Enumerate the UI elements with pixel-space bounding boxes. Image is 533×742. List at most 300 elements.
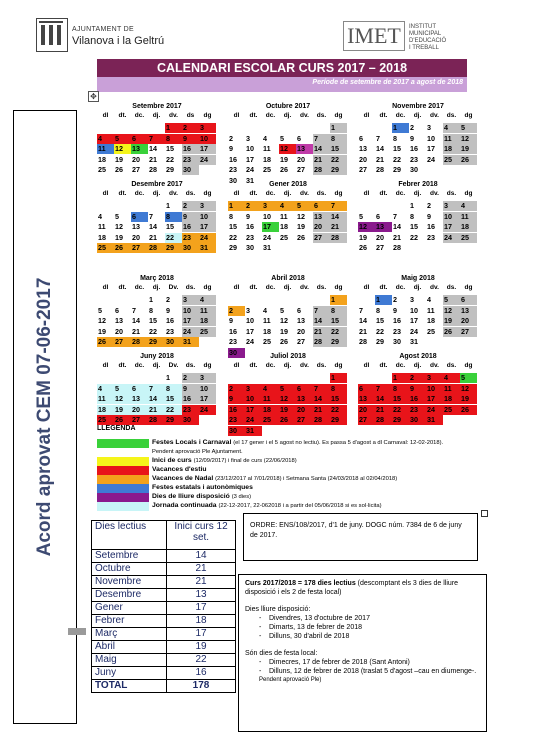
day-cell: 19 — [359, 232, 367, 242]
day-cell: 10 — [443, 212, 460, 222]
weekday-label: dt. — [379, 112, 388, 119]
day-cell: 5 — [98, 305, 102, 315]
day-cell: 16 — [246, 222, 254, 232]
day-cell: 1 — [375, 295, 392, 305]
day-cell: 26 — [114, 243, 131, 253]
day-cell: 23 — [229, 165, 237, 175]
day-cell: 23 — [246, 232, 254, 242]
day-cell: 2 — [245, 201, 262, 211]
day-cell: 28 — [148, 415, 165, 425]
day-cell: 25 — [199, 327, 216, 337]
list-item: - Dilluns, 30 d'abril de 2018 — [259, 633, 350, 640]
day-cell: 24 — [246, 165, 254, 175]
weekday-label: dg — [464, 112, 473, 119]
day-cell: 5 — [279, 384, 296, 394]
day-cell: 19 — [297, 222, 305, 232]
day-cell: 10 — [427, 133, 435, 143]
day-cell: 18 — [199, 316, 216, 326]
day-cell: 29 — [166, 165, 174, 175]
day-cell: 10 — [246, 316, 254, 326]
day-cell: 23 — [229, 337, 237, 347]
day-cell: 8 — [165, 134, 182, 144]
day-cell: 6 — [131, 212, 148, 222]
local-days-list — [245, 658, 480, 676]
table-row — [92, 589, 236, 602]
day-cell: 26 — [97, 337, 114, 347]
weekday-label: dl — [102, 190, 109, 197]
day-cell: 24 — [263, 232, 271, 242]
table-month: Desembre — [92, 589, 167, 602]
day-cell: 15 — [410, 222, 418, 232]
legend-item: Pendent aprovació Ple Ajuntament. — [152, 449, 243, 455]
table-row — [92, 576, 236, 589]
month-name: Setembre 2017 — [132, 103, 182, 110]
day-cell: 10 — [199, 384, 216, 394]
day-cell: 23 — [228, 415, 245, 425]
day-cell: 30 — [228, 348, 245, 358]
day-cell: 29 — [330, 165, 347, 175]
month-2 — [358, 102, 478, 175]
day-cell: 7 — [148, 384, 165, 394]
weekday-label: ds. — [446, 190, 457, 197]
day-cell: 17 — [199, 394, 216, 404]
day-cell: 16 — [410, 144, 418, 154]
day-cell: 21 — [313, 405, 330, 415]
weekday-label: dj. — [413, 284, 422, 291]
day-cell: 22 — [149, 326, 157, 336]
table-days: 18 — [167, 615, 236, 628]
table-row — [92, 550, 236, 563]
day-cell: 14 — [313, 316, 330, 326]
day-cell: 21 — [393, 232, 401, 242]
weekday-label: dg — [464, 362, 473, 369]
legend-swatch-orange — [97, 475, 149, 484]
day-cell: 12 — [297, 211, 305, 221]
day-cell: 1 — [166, 201, 170, 210]
weekday-label: dg — [203, 112, 212, 119]
day-cell: 19 — [460, 144, 477, 154]
day-cell: 26 — [460, 155, 477, 165]
weekday-label: dl — [233, 362, 240, 369]
city-council-emblem-icon — [36, 18, 68, 52]
day-cell: 9 — [229, 144, 233, 154]
day-cell: 5 — [359, 211, 363, 221]
day-cell: 15 — [166, 144, 174, 154]
day-cell: 28 — [330, 233, 347, 243]
day-cell: 6 — [115, 305, 119, 315]
day-cell: 7 — [375, 384, 392, 394]
day-cell: 29 — [393, 165, 401, 175]
day-cell: 19 — [115, 154, 123, 164]
month-name: Juny 2018 — [140, 353, 174, 360]
day-cell: 6 — [460, 295, 477, 305]
day-cell: 4 — [199, 295, 216, 305]
day-cell: 5 — [280, 133, 284, 143]
weekday-label: ds. — [446, 112, 457, 119]
day-cell: 13 — [132, 222, 140, 232]
table-row — [92, 628, 236, 641]
day-cell: 7 — [359, 305, 363, 315]
day-cell: 15 — [229, 222, 237, 232]
weekday-label: dv. — [300, 190, 309, 197]
weekday-label: ds. — [185, 284, 196, 291]
legend-item: Jornada continuada (22-12-2017, 22-062018 i a partir del 05/06/2018 si es sol·licita) — [152, 502, 382, 509]
day-cell: 23 — [166, 326, 174, 336]
weekday-label: dt. — [118, 284, 127, 291]
day-cell: 8 — [330, 306, 347, 316]
weekday-label: dv. — [169, 112, 178, 119]
day-cell: 15 — [149, 316, 157, 326]
day-cell: 27 — [313, 233, 330, 243]
day-cell: 19 — [115, 232, 123, 242]
day-cell: 28 — [375, 415, 392, 425]
day-cell: 29 — [330, 415, 347, 425]
weekday-header — [358, 362, 478, 372]
day-cell: 6 — [313, 201, 330, 211]
day-cell: 11 — [97, 394, 114, 404]
day-cell: 13 — [460, 306, 477, 316]
day-cell: 19 — [98, 326, 106, 336]
weekday-header — [228, 112, 348, 122]
weekday-label: dc. — [265, 362, 276, 369]
day-cell: 1 — [165, 123, 182, 133]
weekday-header — [228, 284, 348, 294]
day-cell: 17 — [426, 394, 443, 404]
day-cell: 30 — [165, 337, 182, 347]
day-cell: 9 — [409, 384, 426, 394]
day-cell: 20 — [115, 326, 123, 336]
day-cell: 10 — [246, 144, 254, 154]
day-cell: 11 — [427, 305, 435, 315]
day-cell: 21 — [132, 326, 140, 336]
day-cell: 14 — [330, 212, 347, 222]
day-cell: 25 — [280, 232, 288, 242]
weekday-label: dj. — [283, 190, 292, 197]
weekday-label: dv. — [430, 284, 439, 291]
day-cell: 27 — [359, 165, 367, 175]
day-cell: 22 — [330, 155, 347, 165]
day-cell: 10 — [245, 394, 262, 404]
weekday-label: ds. — [446, 284, 457, 291]
course-summary-rest: (descomptant els 3 dies de lliure disposició i els 2 de festa local) — [245, 580, 459, 596]
table-header-lective: Dies lectius — [92, 521, 167, 550]
weekday-label: dj. — [152, 112, 161, 119]
day-cell: 14 — [359, 316, 367, 326]
weekday-label: dt. — [118, 362, 127, 369]
day-cell: 13 — [296, 394, 313, 404]
day-cell: 21 — [313, 327, 330, 337]
day-cell: 9 — [182, 384, 199, 394]
day-cell: 25 — [443, 405, 460, 415]
day-cell: 20 — [359, 154, 367, 164]
weekday-label: dj. — [152, 362, 161, 369]
day-cell: 22 — [229, 232, 237, 242]
day-cell: 16 — [427, 222, 435, 232]
list-item: - Divendres, 13 d'octubre de 2017 — [259, 615, 370, 622]
weekday-label: dl — [363, 284, 370, 291]
day-cell: 13 — [313, 212, 330, 222]
day-cell: 14 — [375, 394, 392, 404]
day-cell: 9 — [410, 133, 414, 143]
day-cell: 29 — [392, 415, 409, 425]
day-cell: 10 — [199, 212, 216, 222]
day-cell: 2 — [393, 295, 397, 304]
month-name: Març 2018 — [140, 275, 174, 282]
day-cell: 10 — [182, 306, 199, 316]
day-cell: 5 — [115, 211, 119, 221]
weekday-label: dc. — [395, 284, 406, 291]
day-cell: 29 — [376, 337, 384, 347]
day-cell: 14 — [132, 316, 140, 326]
weekday-label: Dv. — [168, 362, 179, 369]
day-cell: 17 — [427, 144, 435, 154]
day-cell: 9 — [166, 305, 170, 315]
day-cell: 8 — [149, 305, 153, 315]
day-cell: 15 — [376, 316, 384, 326]
logo-line2: Vilanova i la Geltrú — [72, 35, 165, 47]
day-cell: 30 — [182, 415, 199, 425]
day-cell: 21 — [313, 155, 330, 165]
day-cell: 26 — [280, 165, 288, 175]
day-cell: 11 — [97, 144, 114, 154]
day-cell: 13 — [359, 144, 367, 154]
day-cell: 22 — [165, 405, 182, 415]
month-9 — [97, 352, 217, 425]
table-days: 19 — [167, 641, 236, 654]
day-cell: 8 — [229, 211, 233, 221]
day-cell: 1 — [392, 123, 409, 133]
day-cell: 8 — [165, 384, 182, 394]
table-month: Juny — [92, 667, 167, 680]
day-cell: 23 — [182, 233, 199, 243]
day-cell: 19 — [279, 405, 296, 415]
day-cell: 16 — [182, 222, 199, 232]
day-cell: 15 — [165, 394, 182, 404]
month-5 — [358, 180, 478, 253]
day-cell: 3 — [246, 305, 250, 315]
free-days-title: Dies lliure disposició: — [245, 606, 311, 613]
weekday-label: ds. — [185, 362, 196, 369]
day-cell: 26 — [114, 415, 131, 425]
table-days: 21 — [167, 576, 236, 589]
day-cell: 1 — [330, 123, 347, 133]
day-cell: 5 — [114, 384, 131, 394]
weekday-label: dc. — [134, 362, 145, 369]
table-days: 17 — [167, 628, 236, 641]
day-cell: 18 — [263, 154, 271, 164]
weekday-label: dc. — [134, 284, 145, 291]
weekday-label: dc. — [134, 112, 145, 119]
day-cell: 17 — [245, 405, 262, 415]
day-cell: 11 — [280, 211, 288, 221]
day-cell: 30 — [409, 415, 426, 425]
day-cell: 29 — [229, 243, 237, 253]
day-cell: 21 — [148, 405, 165, 415]
day-cell: 7 — [393, 211, 397, 221]
table-days: 21 — [167, 563, 236, 576]
local-days-title: Són dies de festa local: — [245, 650, 318, 657]
day-cell: 2 — [182, 373, 199, 383]
day-cell: 9 — [393, 305, 397, 315]
day-cell: 27 — [460, 327, 477, 337]
weekday-label: dl — [363, 362, 370, 369]
day-cell: 29 — [330, 337, 347, 347]
day-cell: 11 — [460, 212, 477, 222]
day-cell: 4 — [443, 373, 460, 383]
weekday-label: dj. — [152, 284, 161, 291]
day-cell: 24 — [182, 327, 199, 337]
day-cell: 20 — [132, 232, 140, 242]
day-cell: 12 — [114, 144, 131, 154]
weekday-label: ds. — [446, 362, 457, 369]
day-cell: 25 — [97, 415, 114, 425]
day-cell: 11 — [199, 306, 216, 316]
day-cell: 20 — [132, 154, 140, 164]
day-cell: 22 — [330, 327, 347, 337]
day-cell: 8 — [410, 211, 414, 221]
day-cell: 2 — [182, 123, 199, 133]
legend-item: Inici de curs (12/09/2017) i final de curs (22/06/2018) — [152, 457, 297, 464]
day-cell: 12 — [460, 384, 477, 394]
day-cell: 28 — [313, 337, 330, 347]
day-cell: 19 — [280, 154, 288, 164]
day-cell: 8 — [392, 384, 409, 394]
table-move-handle-icon[interactable]: ✥ — [88, 91, 99, 102]
table-row — [92, 602, 236, 615]
day-cell: 24 — [245, 415, 262, 425]
day-cell: 19 — [114, 405, 131, 415]
day-cell: 13 — [131, 394, 148, 404]
day-cell: 21 — [375, 405, 392, 415]
day-cell: 28 — [313, 415, 330, 425]
day-cell: 25 — [427, 326, 435, 336]
day-cell: 3 — [246, 133, 250, 143]
day-cell: 18 — [460, 222, 477, 232]
day-cell: 16 — [229, 154, 237, 164]
weekday-header — [97, 284, 217, 294]
day-cell: 9 — [182, 134, 199, 144]
day-cell: 3 — [182, 295, 199, 305]
legend-swatch-red — [97, 466, 149, 475]
day-cell: 19 — [443, 316, 460, 326]
day-cell: 22 — [330, 405, 347, 415]
day-cell: 14 — [393, 222, 401, 232]
calendar-subtitle: Període de setembre de 2017 a agost de 2018 — [312, 79, 463, 86]
day-cell: 25 — [263, 165, 271, 175]
day-cell: 15 — [330, 316, 347, 326]
calendar-title: CALENDARI ESCOLAR CURS 2017 – 2018 — [97, 59, 467, 77]
weekday-label: ds — [186, 112, 195, 119]
day-cell: 28 — [376, 165, 384, 175]
day-cell: 4 — [263, 305, 267, 315]
weekday-label: dg — [203, 190, 212, 197]
day-cell: 7 — [149, 211, 153, 221]
weekday-label: dj. — [283, 112, 292, 119]
weekday-label: dg — [464, 284, 473, 291]
approval-stamp-text: Acord aprovat CEM 07-06-2017 — [34, 277, 55, 557]
weekday-label: dt. — [379, 362, 388, 369]
day-cell: 3 — [427, 123, 431, 132]
table-days: 16 — [167, 667, 236, 680]
day-cell: 14 — [376, 144, 384, 154]
weekday-label: dc. — [395, 112, 406, 119]
month-name: Agost 2018 — [399, 353, 437, 360]
course-summary — [245, 579, 480, 597]
day-cell: 22 — [376, 326, 384, 336]
weekday-label: dj. — [413, 112, 422, 119]
day-cell: 1 — [330, 373, 347, 383]
day-cell: 31 — [426, 415, 443, 425]
day-cell: 12 — [98, 316, 106, 326]
day-cell: 13 — [131, 144, 148, 154]
day-cell: 11 — [263, 316, 271, 326]
weekday-label: dt. — [118, 112, 127, 119]
day-cell: 15 — [330, 394, 347, 404]
day-cell: 7 — [330, 201, 347, 211]
day-cell: 18 — [427, 316, 435, 326]
weekday-label: dv. — [300, 112, 309, 119]
day-cell: 26 — [115, 165, 123, 175]
day-cell: 21 — [376, 154, 384, 164]
day-cell: 22 — [393, 154, 401, 164]
day-cell: 5 — [443, 295, 460, 305]
day-cell: 2 — [228, 384, 245, 394]
month-name: Febrer 2018 — [398, 181, 438, 188]
day-cell: 7 — [313, 306, 330, 316]
day-cell: 6 — [376, 211, 380, 221]
day-cell: 24 — [410, 326, 418, 336]
legend-item: Dies de lliure disposició (3 dies) — [152, 493, 252, 500]
day-cell: 20 — [131, 405, 148, 415]
day-cell: 6 — [131, 134, 148, 144]
weekday-label: dl — [233, 190, 240, 197]
day-cell: 15 — [166, 222, 174, 232]
day-cell: 19 — [280, 326, 288, 336]
day-cell: 24 — [199, 155, 216, 165]
weekday-label: dj. — [283, 362, 292, 369]
legend-swatch-purple — [97, 493, 149, 502]
day-cell: 8 — [376, 305, 380, 315]
weekday-header — [358, 112, 478, 122]
day-cell: 22 — [392, 405, 409, 415]
month-name: Novembre 2017 — [392, 103, 444, 110]
day-cell: 31 — [182, 337, 199, 347]
day-cell: 3 — [410, 295, 414, 304]
day-cell: 27 — [358, 415, 375, 425]
day-cell: 25 — [262, 415, 279, 425]
text-box-handle[interactable] — [481, 510, 488, 517]
day-cell: 23 — [410, 154, 418, 164]
day-cell: 15 — [330, 144, 347, 154]
day-cell: 7 — [132, 305, 136, 315]
day-cell: 11 — [262, 394, 279, 404]
day-cell: 5 — [280, 305, 284, 315]
weekday-label: dl — [102, 112, 109, 119]
day-cell: 6 — [297, 133, 301, 143]
day-cell: 13 — [296, 144, 313, 154]
day-cell: 18 — [443, 144, 460, 154]
city-council-logo — [36, 18, 176, 52]
day-cell: 27 — [132, 165, 140, 175]
day-cell: 17 — [262, 222, 279, 232]
weekday-header — [97, 190, 217, 200]
table-header-start: Inici curs 12 set. — [167, 521, 236, 550]
day-cell: 17 — [199, 222, 216, 232]
weekday-label: dt. — [379, 284, 388, 291]
table-month: Gener — [92, 602, 167, 615]
day-cell: 31 — [246, 176, 254, 185]
day-cell: 16 — [229, 326, 237, 336]
